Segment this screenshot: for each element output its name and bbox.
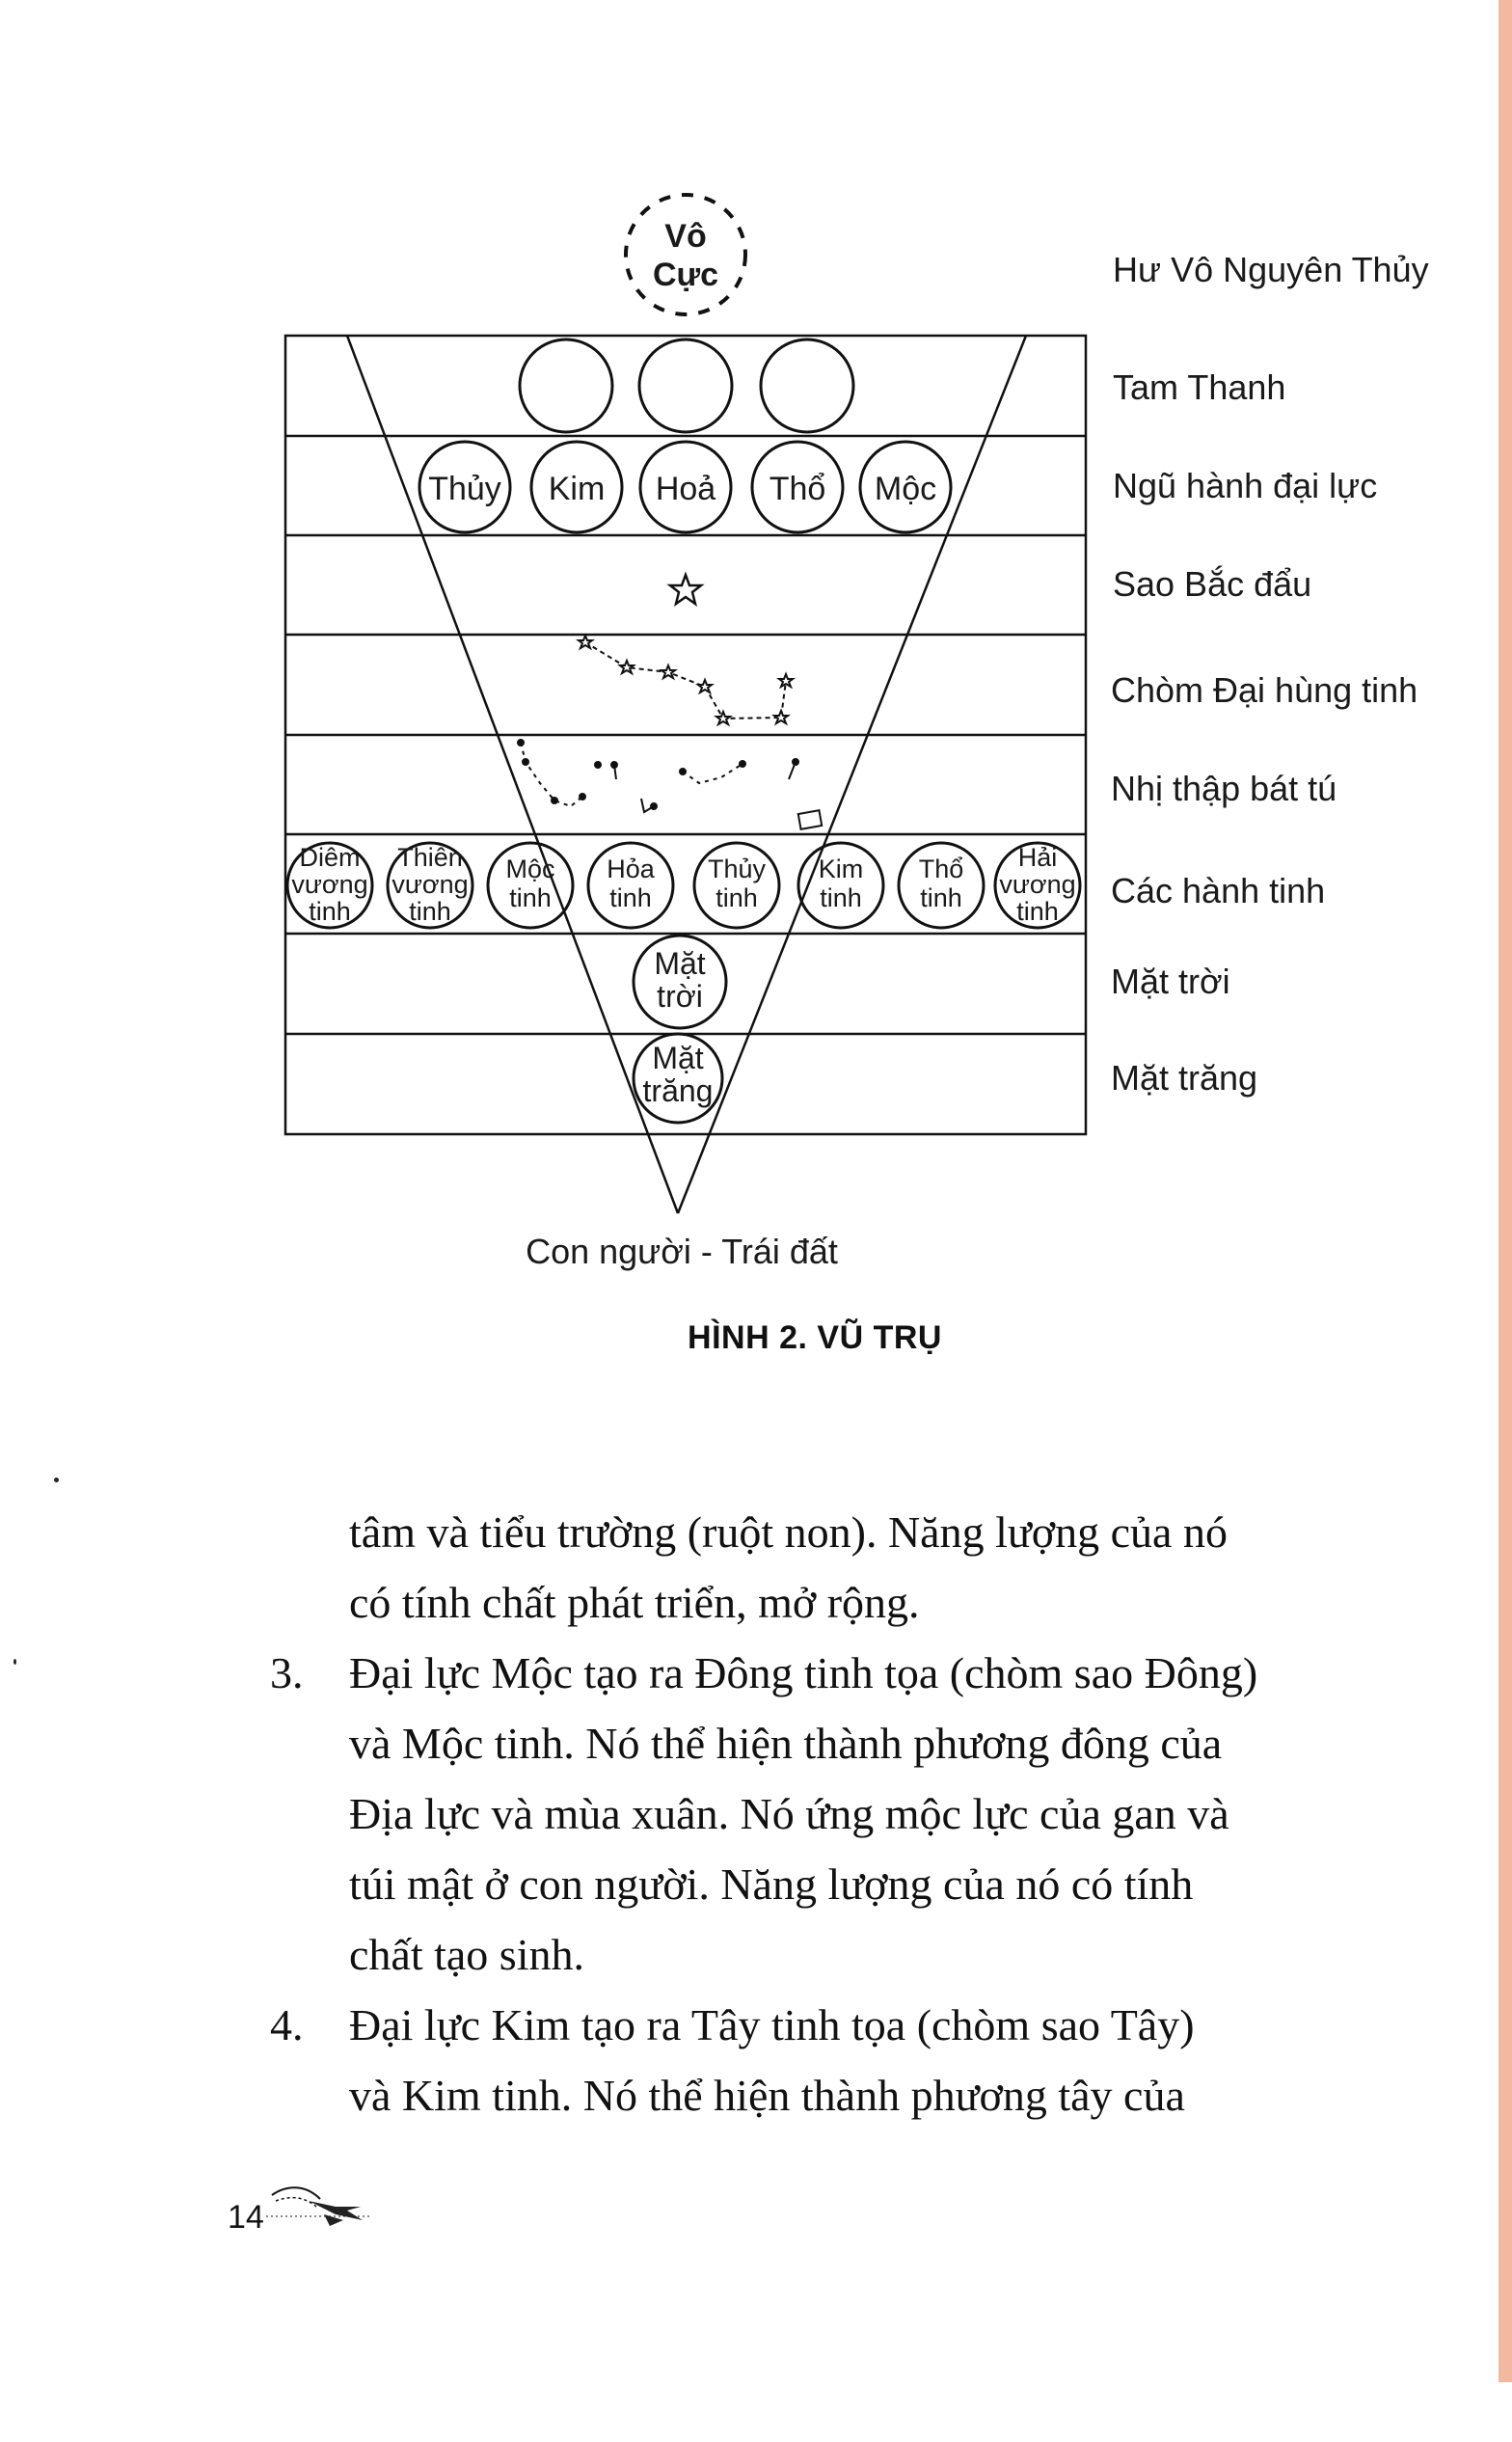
svg-text:Hỏa: Hỏa	[607, 855, 655, 883]
label-nhi-thap-bat-tu: Nhị thập bát tú	[1111, 769, 1337, 808]
vo-cuc-circle	[626, 195, 745, 314]
text-line: chất tạo sinh.	[349, 1930, 584, 1979]
svg-text:tinh: tinh	[609, 883, 652, 912]
label-mat-trang: Mặt trăng	[1111, 1058, 1258, 1098]
moon-circle	[634, 1034, 722, 1123]
svg-text:vương: vương	[291, 870, 368, 899]
planet-circle-venus	[798, 843, 883, 928]
svg-text:Hải: Hải	[1017, 843, 1058, 872]
twenty-eight-mansions-stars	[518, 740, 822, 829]
label-cac-hanh-tinh: Các hành tinh	[1111, 871, 1326, 910]
svg-text:trời: trời	[657, 979, 703, 1014]
label-con-nguoi-trai-dat: Con người - Trái đất	[526, 1232, 838, 1271]
text-line: tâm và tiểu trường (ruột non). Năng lượng của nó	[349, 1507, 1228, 1557]
label-sao-bac-dau: Sao Bắc đẩu	[1113, 564, 1312, 604]
svg-text:trăng: trăng	[642, 1073, 714, 1108]
planet-circle-mercury	[694, 843, 779, 928]
text-line: Địa lực và mùa xuân. Nó ứng mộc lực của gan và	[349, 1789, 1229, 1838]
figure-caption: HÌNH 2. VŨ TRỤ	[688, 1319, 942, 1356]
sun-circle	[634, 936, 726, 1028]
element-circle-moc	[860, 442, 951, 532]
planet-circle-saturn	[899, 843, 984, 928]
five-elements-row	[419, 442, 951, 532]
text-line: Đại lực Kim tạo ra Tây tinh tọa (chòm sao Tây)	[349, 2000, 1195, 2049]
svg-text:vương: vương	[999, 870, 1076, 899]
svg-text:Kim: Kim	[548, 471, 606, 507]
label-tam-thanh: Tam Thanh	[1113, 367, 1286, 407]
scan-speck	[54, 1478, 59, 1482]
vo-cuc-line-1: Vô	[664, 218, 707, 255]
right-labels	[1111, 250, 1429, 1098]
label-mat-troi: Mặt trời	[1111, 962, 1230, 1001]
text-line: và Kim tinh. Nó thể hiện thành phương tây của	[349, 2071, 1185, 2120]
svg-text:Mặt: Mặt	[654, 946, 706, 981]
svg-text:Hoả: Hoả	[655, 471, 716, 507]
vo-cuc-line-2: Cực	[652, 257, 719, 293]
svg-text:tinh: tinh	[1016, 897, 1059, 926]
svg-text:tinh: tinh	[920, 883, 962, 912]
planets-row	[287, 843, 1080, 928]
svg-text:Kim: Kim	[818, 855, 864, 883]
planet-circle-mars	[588, 843, 673, 928]
page-number: 14	[228, 2199, 264, 2236]
body-text	[253, 1497, 1362, 2130]
svg-text:tinh: tinh	[716, 883, 758, 912]
north-star-icon	[670, 575, 701, 604]
tam-thanh-circles	[520, 339, 853, 432]
label-ngu-hanh: Ngũ hành đại lực	[1113, 466, 1378, 505]
element-circle-hoa	[640, 442, 731, 532]
svg-text:Mộc: Mộc	[505, 855, 555, 883]
planet-circle-neptune	[995, 843, 1080, 928]
svg-text:tinh: tinh	[309, 897, 351, 926]
list-item-3	[253, 1638, 1362, 1990]
svg-text:Thủy: Thủy	[707, 855, 767, 883]
book-ornament-icon	[266, 2182, 382, 2230]
text-line: Đại lực Mộc tạo ra Đông tinh tọa (chòm sao Đông)	[349, 1648, 1258, 1697]
svg-text:Thủy: Thủy	[428, 471, 501, 507]
list-number: 3.	[270, 1648, 304, 1697]
svg-text:vương: vương	[392, 870, 469, 899]
svg-text:Mộc: Mộc	[874, 471, 937, 507]
element-circle-tho	[752, 442, 843, 532]
list-number: 4.	[270, 2000, 304, 2049]
svg-text:tinh: tinh	[820, 883, 862, 912]
svg-text:Thiên: Thiên	[397, 843, 463, 872]
element-circle-thuy	[419, 442, 510, 532]
list-item-4	[253, 1990, 1362, 2130]
continuation-paragraph	[253, 1497, 1362, 1638]
scan-speck	[14, 1659, 16, 1665]
planet-circle-jupiter	[488, 843, 573, 928]
svg-text:tinh: tinh	[509, 883, 552, 912]
svg-text:Thổ: Thổ	[918, 855, 964, 883]
element-circle-kim	[531, 442, 622, 532]
planet-circle-pluto	[287, 843, 372, 928]
svg-text:Mặt: Mặt	[652, 1041, 704, 1075]
svg-text:tinh: tinh	[409, 897, 451, 926]
svg-text:Diêm: Diêm	[299, 843, 361, 872]
big-dipper-constellation	[579, 636, 793, 724]
planet-circle-uranus	[388, 843, 472, 928]
text-line: và Mộc tinh. Nó thể hiện thành phương đông của	[349, 1719, 1223, 1768]
label-hu-vo: Hư Vô Nguyên Thủy	[1113, 250, 1429, 289]
label-chom-dai-hung: Chòm Đại hùng tinh	[1111, 670, 1418, 710]
text-line: túi mật ở con người. Năng lượng của nó có tính	[349, 1859, 1194, 1909]
text-line: có tính chất phát triển, mở rộng.	[349, 1578, 920, 1627]
svg-text:Thổ: Thổ	[769, 471, 826, 507]
